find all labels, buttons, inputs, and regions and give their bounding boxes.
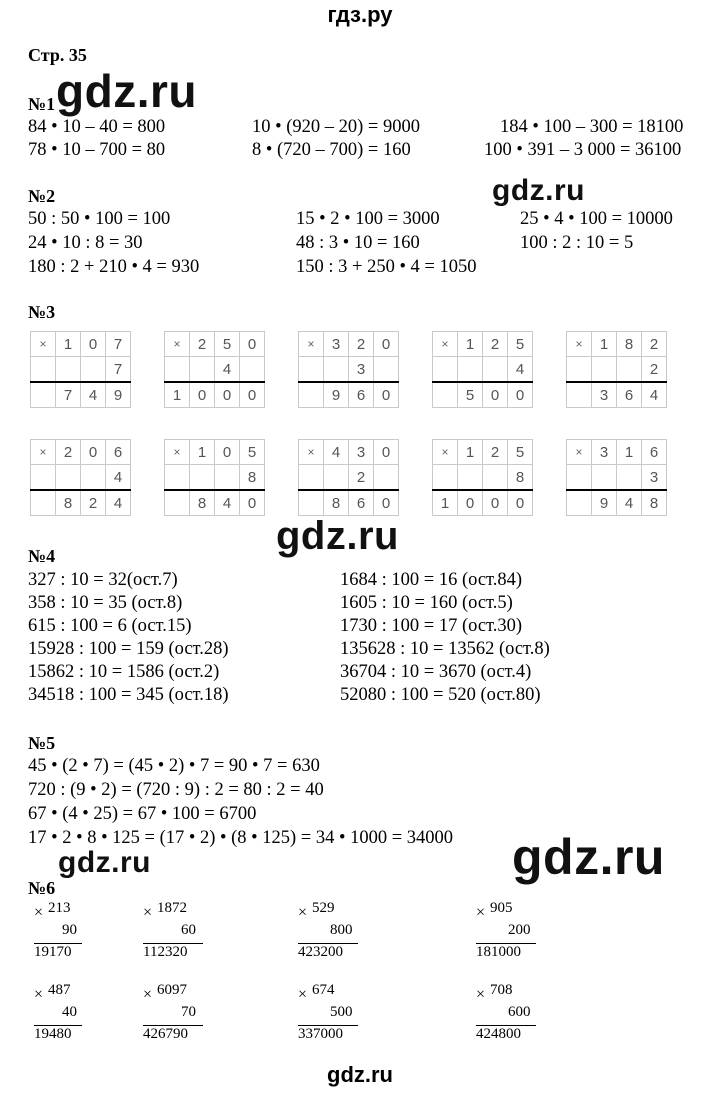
digit-cell (592, 357, 617, 383)
digit-cell: 3 (642, 465, 667, 491)
division-line: 1730 : 100 = 17 (ост.30) (340, 616, 523, 636)
digit-cell: 3 (592, 440, 617, 465)
equation-line: 84 • 10 – 40 = 800 (28, 117, 166, 137)
times-sign: × (433, 332, 458, 357)
digit-cell (567, 490, 592, 516)
digit-cell: 1 (433, 490, 458, 516)
digit-cell: 0 (374, 332, 399, 357)
digit-cell (458, 357, 483, 383)
digit-cell: 7 (56, 382, 81, 408)
digit-cell: 2 (56, 440, 81, 465)
digit-cell (617, 465, 642, 491)
digit-cell: 0 (374, 440, 399, 465)
digit-cell (374, 465, 399, 491)
multiplier: 90 (62, 922, 77, 938)
digit-cell (299, 465, 324, 491)
multiplication-grid (566, 439, 667, 516)
multiplier: 40 (62, 1004, 77, 1020)
site-header: гдз.ру (327, 2, 393, 27)
digit-cell: 8 (56, 490, 81, 516)
product: 181000 (476, 944, 521, 960)
digit-cell (567, 382, 592, 408)
column-multiplication (143, 982, 211, 1048)
times-sign: × (433, 440, 458, 465)
product: 424800 (476, 1026, 521, 1042)
equation-line: 10 • (920 – 20) = 9000 (252, 117, 420, 137)
digit-cell (56, 465, 81, 491)
digit-cell: 0 (508, 382, 533, 408)
equation-line: 15 • 2 • 100 = 3000 (296, 209, 440, 229)
digit-cell: 4 (642, 382, 667, 408)
times-sign: × (165, 440, 190, 465)
digit-cell (215, 465, 240, 491)
digit-cell: 0 (483, 382, 508, 408)
digit-cell: 0 (483, 490, 508, 516)
digit-cell (31, 357, 56, 383)
digit-cell (81, 357, 106, 383)
times-sign: × (298, 986, 308, 1003)
equation-line: 100 • 391 – 3 000 = 36100 (484, 140, 682, 160)
digit-cell (165, 490, 190, 516)
watermark-logo: gdz.ru (492, 174, 585, 207)
digit-cell (31, 490, 56, 516)
product: 112320 (143, 944, 188, 960)
digit-cell: 0 (215, 440, 240, 465)
digit-cell: 0 (81, 332, 106, 357)
equation-line: 184 • 100 – 300 = 18100 (500, 117, 684, 137)
multiplication-grid (30, 439, 131, 516)
column-multiplication (34, 982, 94, 1048)
digit-cell: 4 (215, 357, 240, 383)
multiplication-grid (298, 331, 399, 408)
multiplication-grid (432, 439, 533, 516)
digit-cell: 1 (56, 332, 81, 357)
equation-line: 180 : 2 + 210 • 4 = 930 (28, 257, 200, 277)
equation-line: 25 • 4 • 100 = 10000 (520, 209, 673, 229)
multiplicand: 487 (48, 982, 71, 998)
digit-cell: 1 (617, 440, 642, 465)
equation-line: 17 • 2 • 8 • 125 = (17 • 2) • (8 • 125) = 34 • 1000 = 34000 (28, 828, 454, 848)
digit-cell (458, 465, 483, 491)
product: 337000 (298, 1026, 343, 1042)
digit-cell: 0 (240, 490, 265, 516)
digit-cell (240, 357, 265, 383)
digit-cell: 2 (349, 465, 374, 491)
division-line: 1684 : 100 = 16 (ост.84) (340, 570, 523, 590)
division-line: 36704 : 10 = 3670 (ост.4) (340, 662, 532, 682)
multiplier: 70 (181, 1004, 196, 1020)
multiplicand: 6097 (157, 982, 187, 998)
digit-cell (190, 357, 215, 383)
digit-cell: 3 (324, 332, 349, 357)
digit-cell (190, 465, 215, 491)
site-footer: gdz.ru (327, 1062, 393, 1087)
division-line: 1605 : 10 = 160 (ост.5) (340, 593, 513, 613)
digit-cell: 8 (642, 490, 667, 516)
times-sign: × (165, 332, 190, 357)
digit-cell: 0 (374, 382, 399, 408)
digit-cell: 0 (374, 490, 399, 516)
digit-cell: 5 (215, 332, 240, 357)
digit-cell: 7 (106, 332, 131, 357)
times-sign: × (143, 986, 153, 1003)
multiplication-grid (164, 331, 265, 408)
equation-line: 24 • 10 : 8 = 30 (28, 233, 143, 253)
digit-cell: 0 (190, 382, 215, 408)
digit-cell (433, 357, 458, 383)
column-multiplication (34, 900, 94, 966)
digit-cell: 8 (190, 490, 215, 516)
digit-cell (81, 465, 106, 491)
column-multiplication (143, 900, 211, 966)
product: 423200 (298, 944, 343, 960)
digit-cell: 3 (349, 440, 374, 465)
digit-cell: 1 (190, 440, 215, 465)
digit-cell (324, 357, 349, 383)
digit-cell: 9 (592, 490, 617, 516)
equation-line: 45 • (2 • 7) = (45 • 2) • 7 = 90 • 7 = 630 (28, 756, 320, 776)
digit-cell: 7 (106, 357, 131, 383)
digit-cell: 6 (642, 440, 667, 465)
digit-cell: 9 (324, 382, 349, 408)
digit-cell: 9 (106, 382, 131, 408)
multiplication-grid (30, 331, 131, 408)
watermark-logo: gdz.ru (58, 846, 151, 879)
task-3-label: №3 (28, 302, 56, 322)
times-sign: × (476, 904, 486, 921)
multiplicand: 213 (48, 900, 71, 916)
digit-cell: 6 (349, 490, 374, 516)
times-sign: × (34, 986, 44, 1003)
digit-cell: 0 (81, 440, 106, 465)
task-6-label: №6 (28, 878, 56, 898)
product: 426790 (143, 1026, 188, 1042)
digit-cell (165, 357, 190, 383)
digit-cell (374, 357, 399, 383)
digit-cell: 1 (165, 382, 190, 408)
digit-cell (433, 382, 458, 408)
column-multiplication (298, 900, 366, 966)
digit-cell: 0 (240, 332, 265, 357)
digit-cell (433, 465, 458, 491)
times-sign: × (31, 332, 56, 357)
watermark-logo: gdz.ru (276, 514, 399, 558)
digit-cell: 0 (215, 382, 240, 408)
digit-cell: 8 (617, 332, 642, 357)
digit-cell: 2 (81, 490, 106, 516)
multiplier: 600 (508, 1004, 531, 1020)
multiplication-grid (298, 439, 399, 516)
division-line: 327 : 10 = 32(ост.7) (28, 570, 178, 590)
times-sign: × (31, 440, 56, 465)
digit-cell: 4 (81, 382, 106, 408)
product: 19480 (34, 1026, 72, 1042)
digit-cell: 2 (349, 332, 374, 357)
digit-cell: 5 (508, 440, 533, 465)
times-sign: × (567, 332, 592, 357)
digit-cell (567, 357, 592, 383)
digit-cell: 2 (190, 332, 215, 357)
column-multiplication (298, 982, 366, 1048)
multiplier: 60 (181, 922, 196, 938)
equation-line: 48 : 3 • 10 = 160 (296, 233, 420, 253)
page-reference: Стр. 35 (28, 45, 87, 65)
digit-cell (299, 357, 324, 383)
multiplier: 500 (330, 1004, 353, 1020)
equation-line: 100 : 2 : 10 = 5 (520, 233, 634, 253)
digit-cell: 1 (458, 440, 483, 465)
multiplicand: 708 (490, 982, 513, 998)
digit-cell: 0 (508, 490, 533, 516)
digit-cell: 4 (106, 490, 131, 516)
column-multiplication (476, 982, 544, 1048)
digit-cell: 5 (458, 382, 483, 408)
equation-line: 720 : (9 • 2) = (720 : 9) : 2 = 80 : 2 = 40 (28, 780, 324, 800)
digit-cell: 0 (240, 382, 265, 408)
multiplicand: 1872 (157, 900, 187, 916)
digit-cell (483, 465, 508, 491)
digit-cell: 2 (642, 332, 667, 357)
column-multiplication (476, 900, 544, 966)
digit-cell: 2 (483, 440, 508, 465)
times-sign: × (476, 986, 486, 1003)
digit-cell (31, 382, 56, 408)
digit-cell: 2 (483, 332, 508, 357)
division-line: 615 : 100 = 6 (ост.15) (28, 616, 192, 636)
digit-cell: 0 (458, 490, 483, 516)
times-sign: × (298, 904, 308, 921)
watermark-logo: gdz.ru (512, 829, 665, 885)
equation-line: 50 : 50 • 100 = 100 (28, 209, 171, 229)
digit-cell: 4 (215, 490, 240, 516)
digit-cell (165, 465, 190, 491)
division-line: 52080 : 100 = 520 (ост.80) (340, 685, 541, 705)
digit-cell: 8 (324, 490, 349, 516)
digit-cell (592, 465, 617, 491)
multiplicand: 905 (490, 900, 513, 916)
digit-cell: 6 (349, 382, 374, 408)
digit-cell: 6 (106, 440, 131, 465)
digit-cell (567, 465, 592, 491)
digit-cell (324, 465, 349, 491)
multiplier: 200 (508, 922, 531, 938)
digit-cell: 5 (240, 440, 265, 465)
equation-line: 8 • (720 – 700) = 160 (252, 140, 411, 160)
multiplicand: 674 (312, 982, 335, 998)
watermark-logo: gdz.ru (56, 65, 197, 117)
times-sign: × (299, 440, 324, 465)
digit-cell: 2 (642, 357, 667, 383)
digit-cell: 3 (592, 382, 617, 408)
division-line: 15928 : 100 = 159 (ост.28) (28, 639, 229, 659)
multiplication-grid (432, 331, 533, 408)
times-sign: × (299, 332, 324, 357)
digit-cell (483, 357, 508, 383)
digit-cell: 1 (592, 332, 617, 357)
equation-line: 78 • 10 – 700 = 80 (28, 140, 166, 160)
times-sign: × (34, 904, 44, 921)
digit-cell (617, 357, 642, 383)
digit-cell: 4 (324, 440, 349, 465)
digit-cell: 3 (349, 357, 374, 383)
digit-cell (31, 465, 56, 491)
digit-cell (299, 490, 324, 516)
digit-cell: 4 (106, 465, 131, 491)
multiplication-grid (164, 439, 265, 516)
times-sign: × (567, 440, 592, 465)
task-4-label: №4 (28, 546, 56, 566)
digit-cell: 8 (508, 465, 533, 491)
times-sign: × (143, 904, 153, 921)
digit-cell: 4 (508, 357, 533, 383)
equation-line: 67 • (4 • 25) = 67 • 100 = 6700 (28, 804, 257, 824)
division-line: 15862 : 10 = 1586 (ост.2) (28, 662, 220, 682)
multiplication-grid (566, 331, 667, 408)
digit-cell: 5 (508, 332, 533, 357)
multiplicand: 529 (312, 900, 335, 916)
equation-line: 150 : 3 + 250 • 4 = 1050 (296, 257, 477, 277)
digit-cell (299, 382, 324, 408)
task-2-label: №2 (28, 186, 56, 206)
multiplier: 800 (330, 922, 353, 938)
digit-cell (56, 357, 81, 383)
task-5-label: №5 (28, 733, 56, 753)
task-1-label: №1 (28, 94, 56, 114)
division-line: 34518 : 100 = 345 (ост.18) (28, 685, 229, 705)
digit-cell: 4 (617, 490, 642, 516)
product: 19170 (34, 944, 72, 960)
division-line: 135628 : 10 = 13562 (ост.8) (340, 639, 550, 659)
digit-cell: 6 (617, 382, 642, 408)
digit-cell: 8 (240, 465, 265, 491)
division-line: 358 : 10 = 35 (ост.8) (28, 593, 183, 613)
digit-cell: 1 (458, 332, 483, 357)
